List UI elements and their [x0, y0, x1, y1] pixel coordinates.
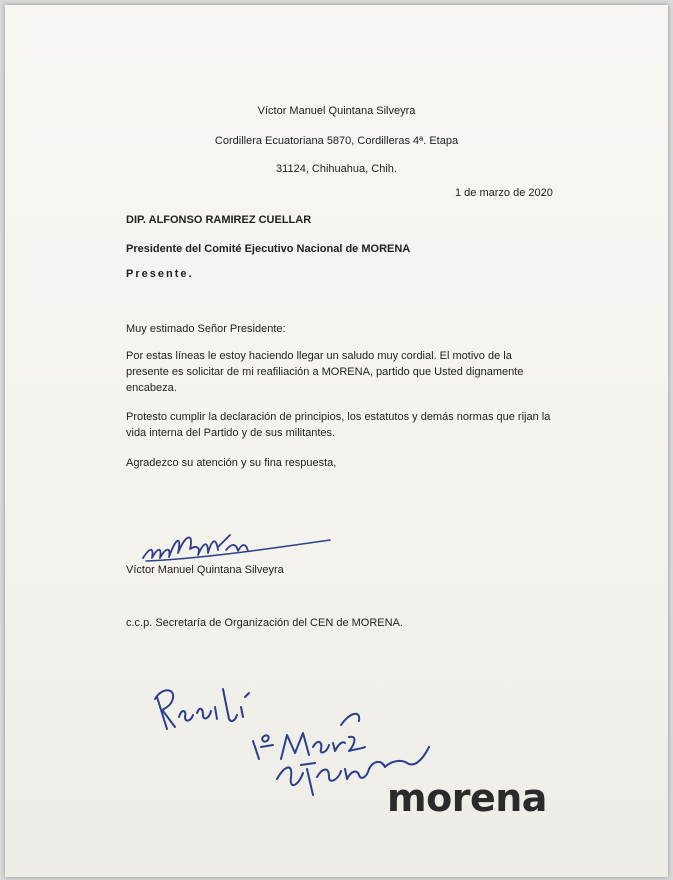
recipient-name: DIP. ALFONSO RAMIREZ CUELLAR [126, 214, 312, 226]
paragraph-request: Por estas líneas le estoy haciendo llegar un saludo muy cordial. El motivo de la presente es solicitar de mi reafiliación a MORENA, partido que Usted dignamente encabeza. [126, 350, 524, 394]
closing-line: Agradezco su atención y su fina respuesta, [126, 457, 337, 469]
sender-address: Cordillera Ecuatoriana 5870, Cordilleras 4ª. Etapa [214, 135, 459, 147]
paragraph-commitment: Protesto cumplir la declaración de principios, los estatutos y demás normas que rijan la vida interna del Partido y de sus militantes. [126, 411, 551, 439]
sender-city: 31124, Chihuahua, Chih. [276, 163, 397, 175]
cc-line: c.c.p. Secretaría de Organización del CEN de MORENA. [126, 617, 403, 629]
presente-line: Presente. [126, 268, 194, 280]
signature-name: Víctor Manuel Quintana Silveyra [126, 564, 284, 576]
sender-name: Víctor Manuel Quintana Silveyra [257, 105, 416, 117]
recipient-title: Presidente del Comité Ejecutivo Nacional de MORENA [126, 243, 411, 255]
letter-page [5, 5, 668, 877]
salutation: Muy estimado Señor Presidente: [126, 323, 286, 335]
letter-date: 1 de marzo de 2020 [455, 187, 553, 199]
morena-logo: morena [387, 776, 547, 820]
